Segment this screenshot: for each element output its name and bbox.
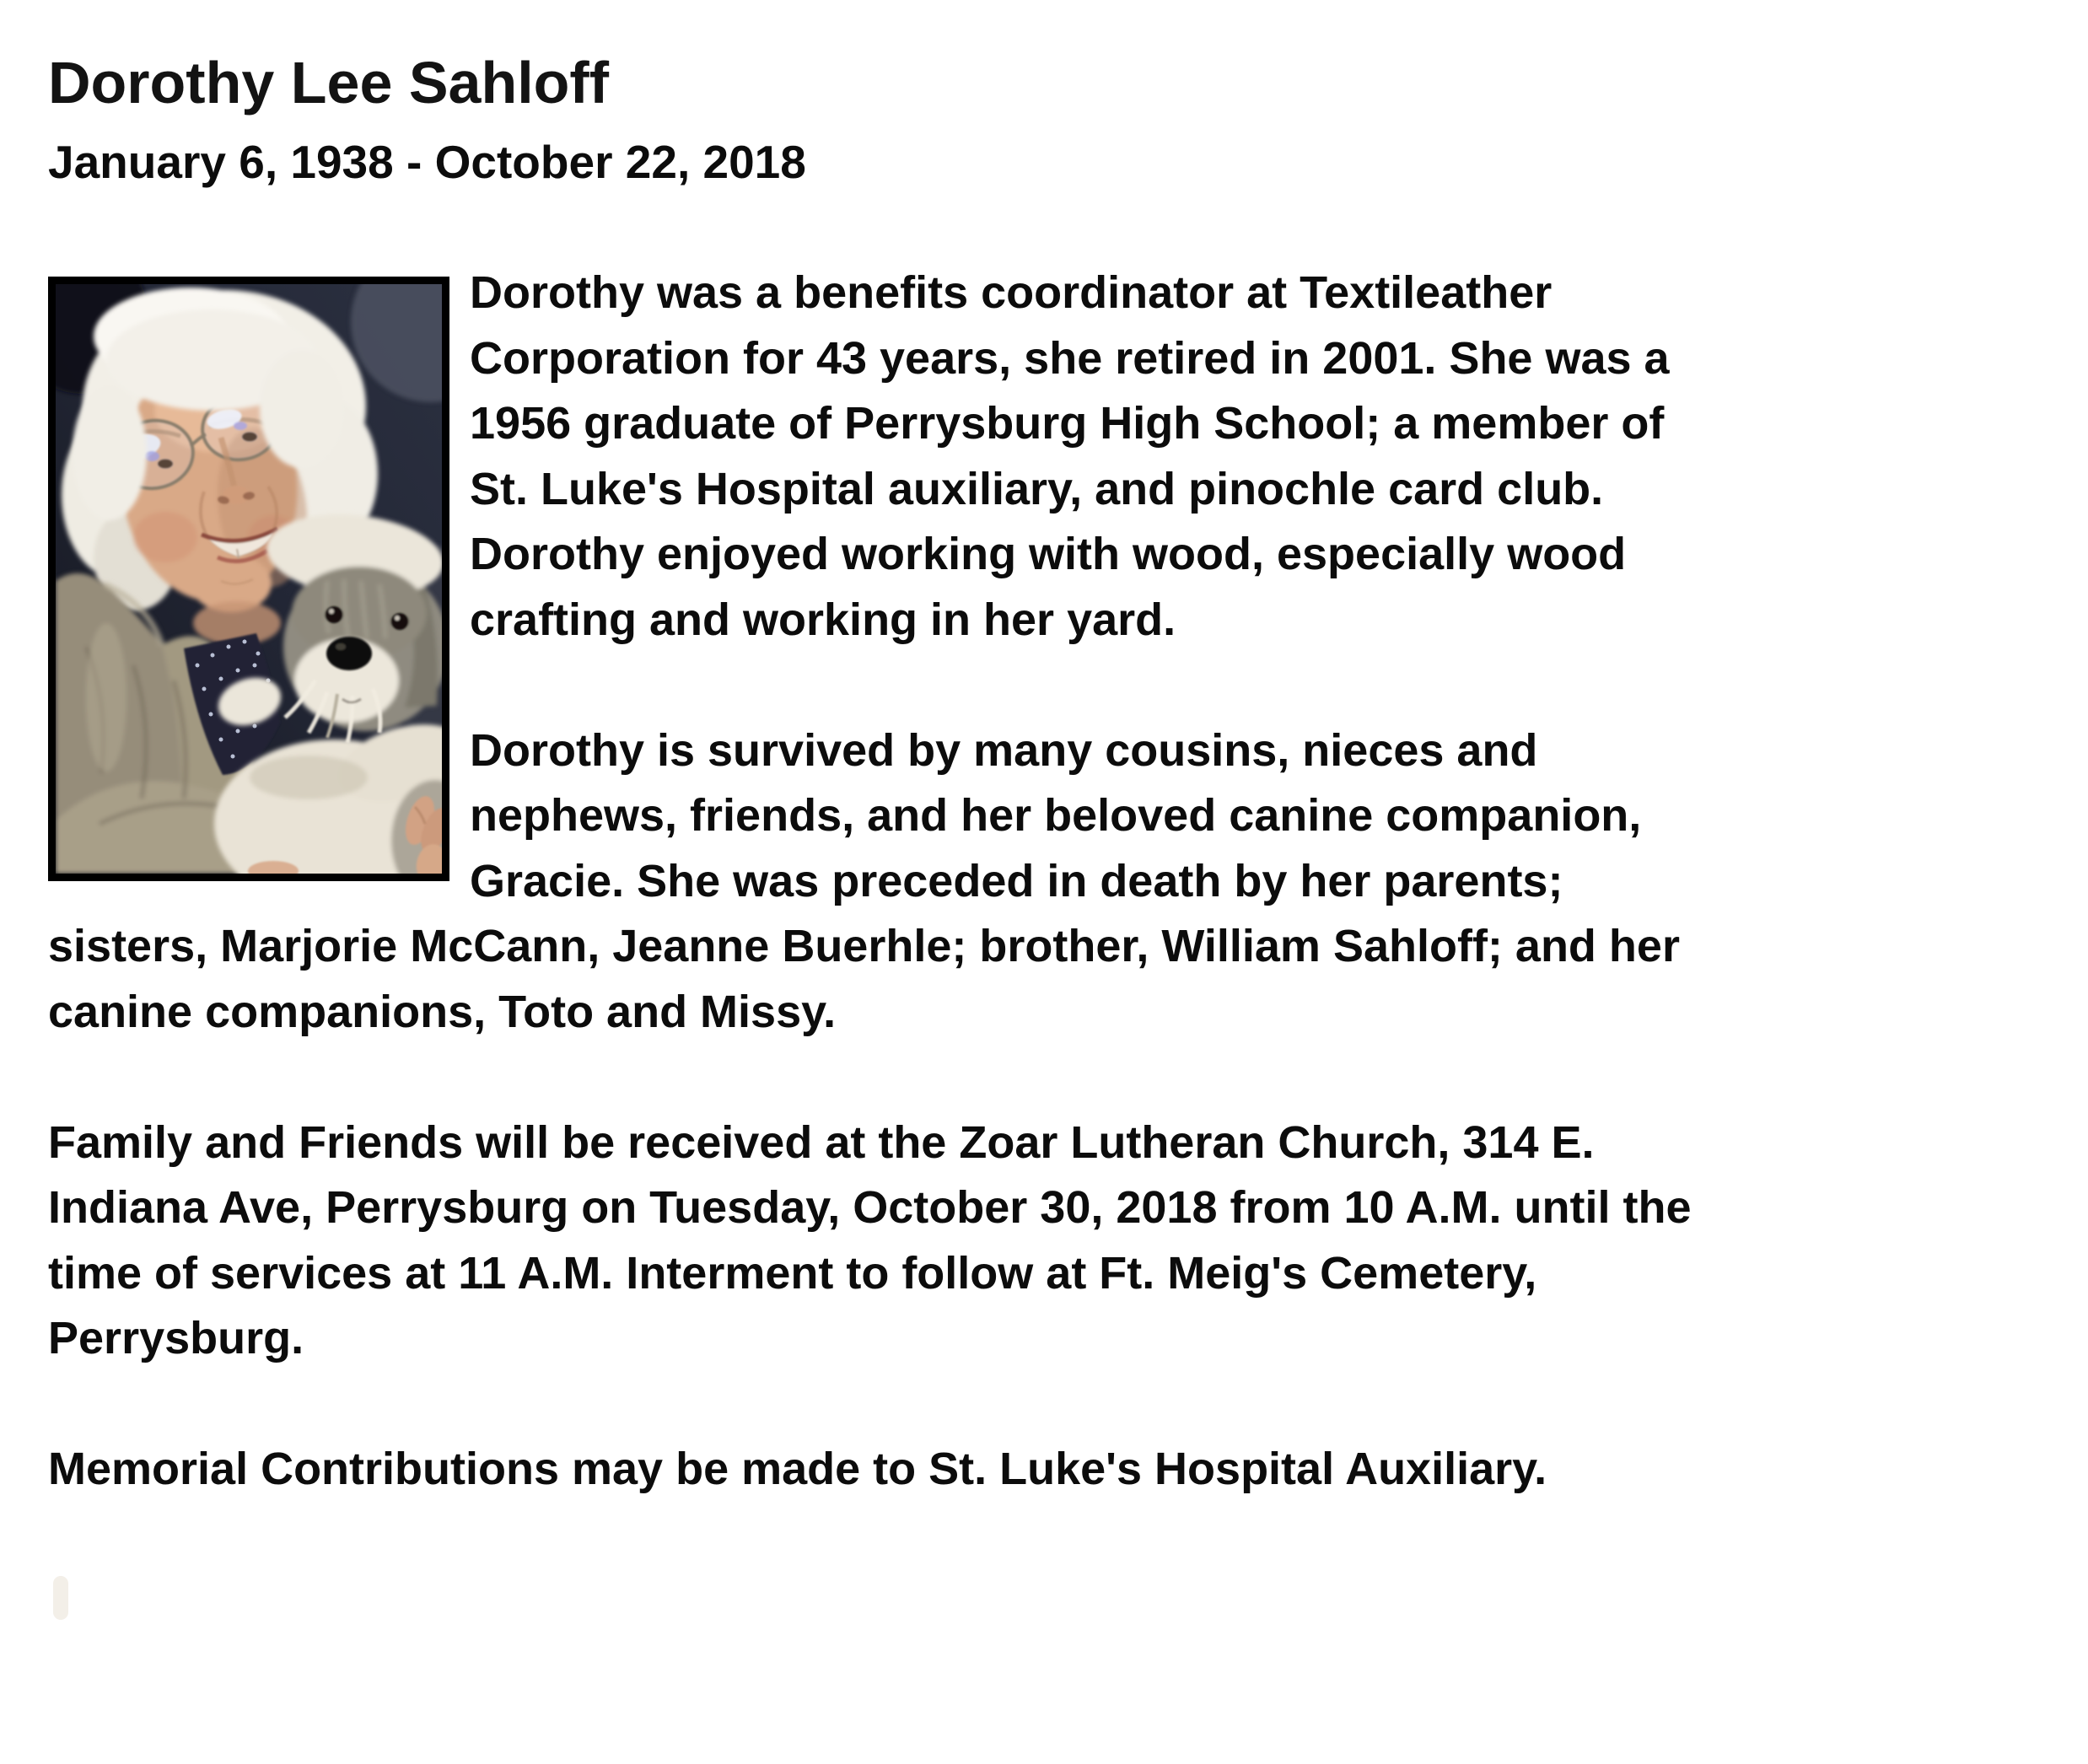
scan-artifact bbox=[53, 1576, 68, 1620]
obituary-body bbox=[48, 261, 1692, 1503]
portrait-photo-image bbox=[56, 284, 442, 874]
portrait-photo bbox=[48, 277, 449, 881]
page-title: Dorothy Lee Sahloff bbox=[48, 50, 610, 116]
obituary-paragraph-bio: Dorothy was a benefits coordinator at Textileather Corporation for 43 years, she retired in 2001. She was a 1956 graduate of Perrysburg High School; a member of St. Luke's Hospital auxiliary, and pinochle card club. Dorothy enjoyed working with wood, especially wood crafting and working in her yard. bbox=[470, 267, 1670, 645]
life-dates: January 6, 1938 - October 22, 2018 bbox=[48, 136, 806, 188]
obituary-paragraph-survivors: Dorothy is survived by many cousins, nieces and nephews, friends, and her beloved canine companion, Gracie. She was preceded in death by her parents; sisters, Marjorie McCann, Jeanne Buerhle; brother, William Sahloff; and her canine companions, Toto and Missy. bbox=[48, 724, 1680, 1037]
obituary-paragraph-memorial: Memorial Contributions may be made to St. Luke's Hospital Auxiliary. bbox=[48, 1444, 1547, 1494]
obituary-paragraph-services: Family and Friends will be received at the Zoar Lutheran Church, 314 E. Indiana Ave, Perrysburg on Tuesday, October 30, 2018 from 10 A.M. until the time of services at 11 A.M. Interment to follow at Ft. Meig's Cemetery, Perrysburg. bbox=[48, 1116, 1692, 1363]
